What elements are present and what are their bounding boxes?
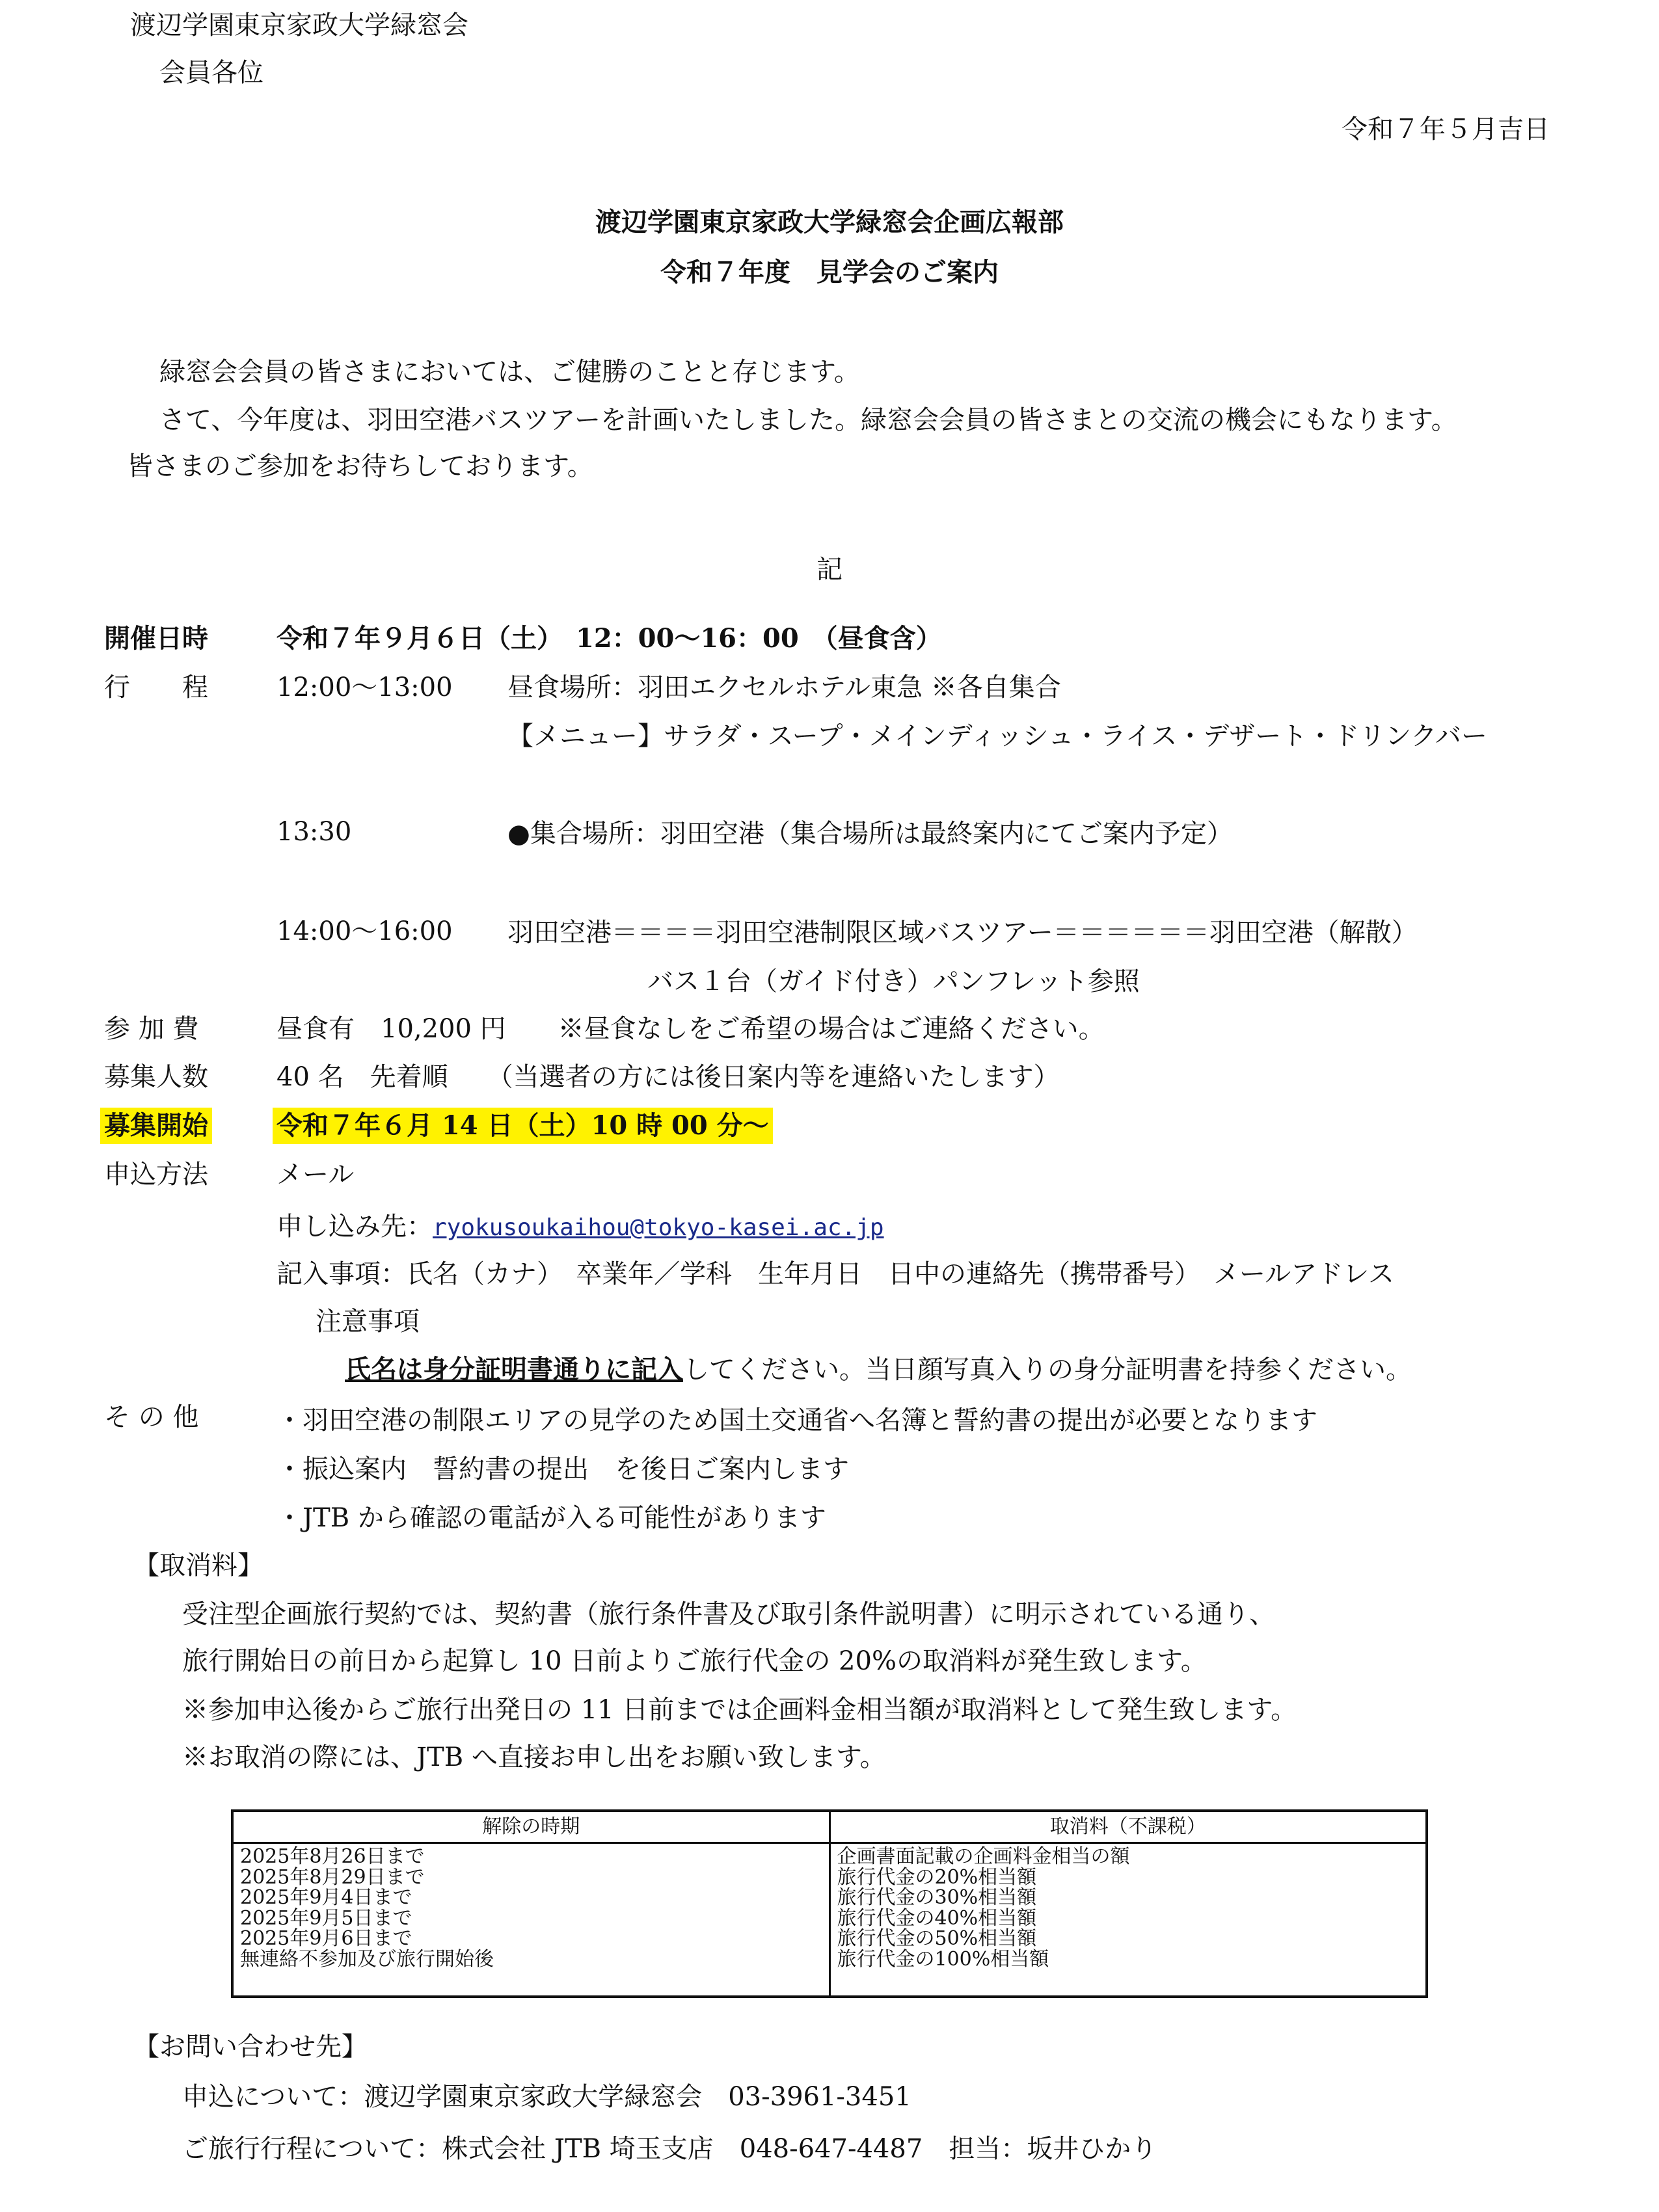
apply-destination-prefix: 申し込み先： [276, 1212, 433, 1242]
email-link[interactable]: ryokusoukaihou@tokyo-kasei.ac.jp [433, 1214, 884, 1241]
cancel-line-2: 旅行開始日の前日から起算し 10 日前よりご旅行代金の 20%の取消料が発生致します。 [182, 1646, 1207, 1676]
cancel-line-3: ※参加申込後からご旅行出発日の 11 日前までは企画料金相当額が取消料として発生致します。 [182, 1695, 1297, 1725]
fee-label: 参 加 費 [104, 1014, 199, 1044]
start-value: 令和７年６月 14 日（土）10 時 00 分〜 [273, 1108, 773, 1144]
itinerary-text-5: バス１台（ガイド付き）パンフレット参照 [647, 966, 1140, 996]
contact-line-1: 申込について：渡辺学園東京家政大学緑窓会 03-3961-3451 [182, 2082, 911, 2112]
table-header-fee: 取消料（不課税） [830, 1811, 1427, 1843]
other-item-3: ・JTB から確認の電話が入る可能性があります [276, 1503, 826, 1533]
date-label: 開催日時 [104, 623, 208, 654]
other-item-2: ・振込案内 誓約書の提出 を後日ご案内します [276, 1454, 849, 1484]
period-item: 2025年9月5日まで [240, 1906, 412, 1930]
fee-item: 企画書面記載の企画料金相当の額 [837, 1845, 1130, 1868]
title-line-2: 令和７年度 見学会のご案内 [660, 257, 999, 287]
itinerary-label: 行 程 [104, 673, 208, 702]
intro-paragraph-2: さて、今年度は、羽田空港バスツアーを計画いたしました。緑窓会会員の皆さまとの交流の機会にもなります。 [159, 405, 1457, 435]
caution-label: 注意事項 [316, 1307, 420, 1337]
fee-item: 旅行代金の20%相当額 [837, 1865, 1037, 1889]
capacity-value: 40 名 先着順 （当選者の方には後日案内等を連絡いたします） [276, 1062, 1060, 1092]
table-header-period: 解除の時期 [232, 1811, 830, 1843]
cancel-heading: 【取消料】 [133, 1551, 263, 1580]
ki-mark: 記 [816, 555, 843, 585]
period-item: 2025年8月26日まで [240, 1845, 425, 1868]
period-item: 無連絡不参加及び旅行開始後 [240, 1947, 494, 1971]
cancel-fee-table [231, 1809, 1428, 1998]
fee-cell [830, 1843, 1427, 1997]
start-label: 募集開始 [100, 1108, 212, 1144]
period-item: 2025年8月29日まで [240, 1865, 425, 1889]
apply-destination [276, 1211, 884, 1242]
date-value: 令和７年９月６日（土） 12：00〜16：00 （昼食含） [276, 623, 942, 654]
recipients: 会員各位 [159, 58, 263, 88]
intro-paragraph-3: 皆さまのご参加をお待ちしております。 [127, 451, 593, 481]
title-line-1: 渡辺学園東京家政大学緑窓会企画広報部 [595, 207, 1064, 237]
itinerary-time-4: 14:00〜16:00 [276, 916, 453, 946]
caution-text [345, 1354, 1412, 1385]
period-item: 2025年9月6日まで [240, 1927, 412, 1950]
itinerary-text-3: ●集合場所：羽田空港（集合場所は最終案内にてご案内予定） [507, 819, 1233, 849]
sender-org: 渡辺学園東京家政大学緑窓会 [130, 10, 468, 40]
capacity-label: 募集人数 [104, 1062, 208, 1092]
other-label: そ の 他 [104, 1402, 199, 1432]
method-value: メール [276, 1160, 355, 1190]
contact-line-2: ご旅行行程について：株式会社 JTB 埼玉支店 048-647-4487 担当：坂井ひかり [182, 2134, 1157, 2164]
fee-item: 旅行代金の40%相当額 [837, 1906, 1037, 1930]
intro-paragraph-1: 緑窓会会員の皆さまにおいては、ご健勝のことと存じます。 [159, 357, 860, 387]
caution-emphasis: 氏名は身分証明書通りに記入 [345, 1354, 683, 1385]
fee-value: 昼食有 10,200 円 ※昼食なしをご希望の場合はご連絡ください。 [276, 1014, 1105, 1044]
fee-item: 旅行代金の100%相当額 [837, 1947, 1049, 1971]
cancel-line-4: ※お取消の際には、JTB へ直接お申し出をお願い致します。 [182, 1742, 886, 1772]
cancel-line-1: 受注型企画旅行契約では、契約書（旅行条件書及び取引条件説明書）に明示されている通り、 [182, 1599, 1275, 1629]
entry-fields: 記入事項：氏名（カナ） 卒業年／学科 生年月日 日中の連絡先（携帯番号） メールアドレス [276, 1259, 1394, 1289]
caution-rest: してください。当日顔写真入りの身分証明書を持参ください。 [683, 1355, 1412, 1385]
period-item: 2025年9月4日まで [240, 1886, 412, 1909]
fee-item: 旅行代金の30%相当額 [837, 1886, 1037, 1909]
itinerary-text-1: 昼食場所：羽田エクセルホテル東急 ※各自集合 [507, 673, 1061, 702]
itinerary-time-3: 13:30 [276, 817, 352, 847]
issue-date: 令和７年５月吉日 [1342, 114, 1550, 144]
itinerary-text-4: 羽田空港＝＝＝＝羽田空港制限区域バスツアー＝＝＝＝＝＝羽田空港（解散） [507, 918, 1418, 948]
itinerary-menu: 【メニュー】サラダ・スープ・メインディッシュ・ライス・デザート・ドリンクバー [507, 721, 1487, 751]
period-cell [232, 1843, 830, 1997]
itinerary-time-1: 12:00〜13:00 [276, 673, 453, 702]
other-item-1: ・羽田空港の制限エリアの見学のため国土交通省へ名簿と誓約書の提出が必要となります [276, 1406, 1317, 1435]
contact-heading: 【お問い合わせ先】 [133, 2032, 368, 2062]
fee-item: 旅行代金の50%相当額 [837, 1927, 1037, 1950]
method-label: 申込方法 [104, 1160, 208, 1190]
